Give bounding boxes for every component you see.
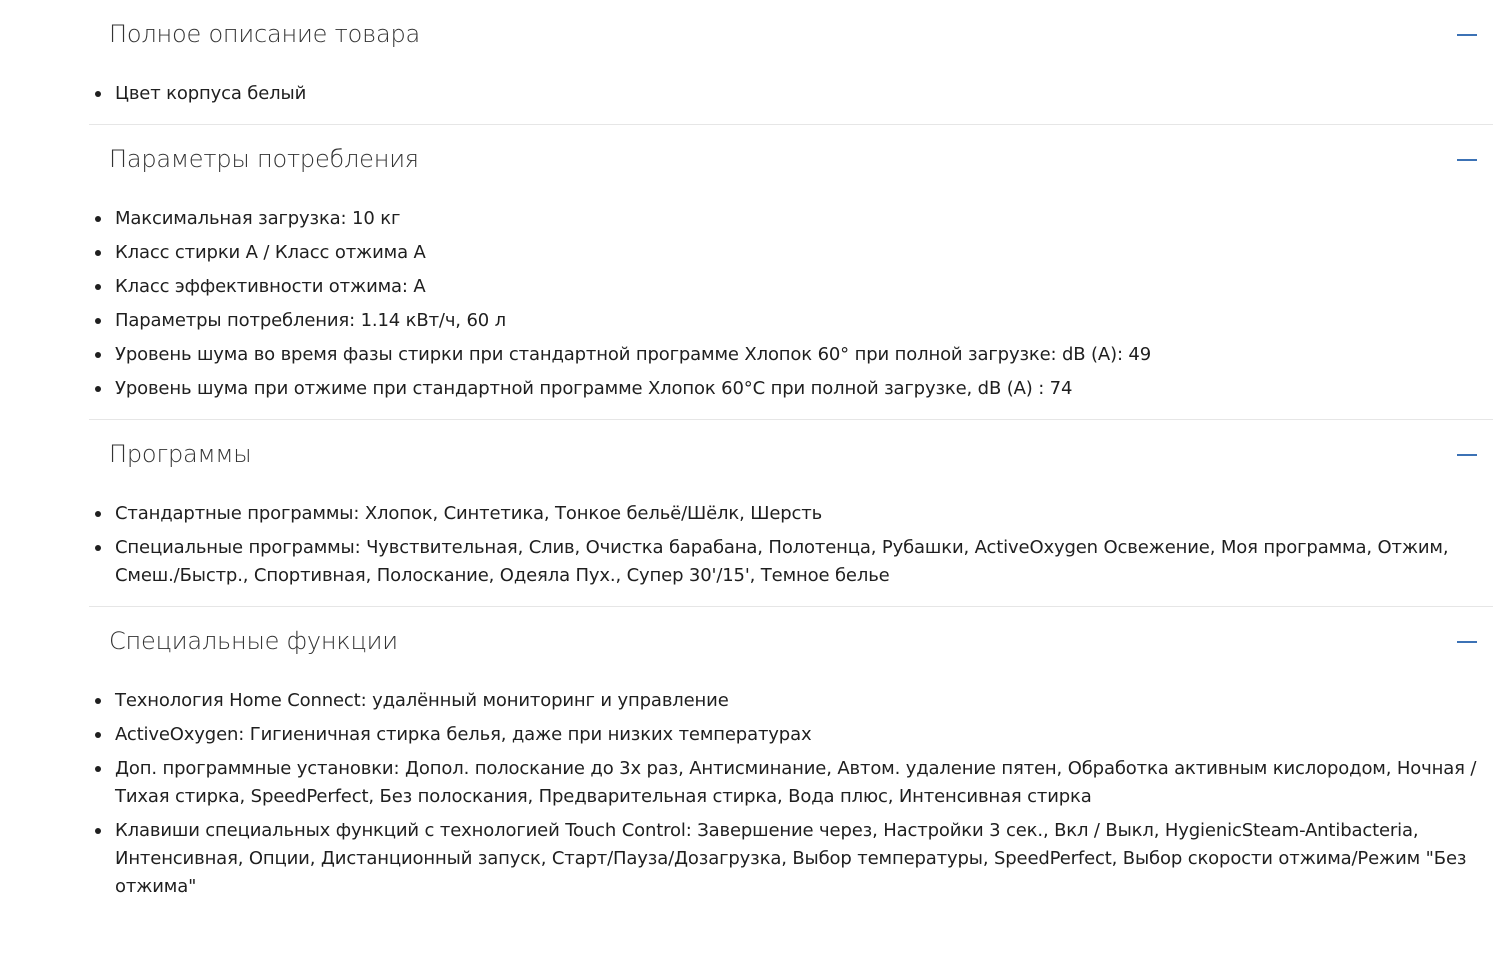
section-special-functions [89, 607, 1493, 917]
section-title: Специальные функции [109, 627, 398, 655]
section-list [89, 486, 1493, 606]
list-item-text: Класс стирки A / Класс отжима A [115, 242, 426, 263]
section-list [89, 191, 1493, 419]
section-header-consumption[interactable] [89, 125, 1493, 191]
bullet-icon [95, 91, 101, 97]
bullet-icon [95, 766, 101, 772]
list-item [89, 755, 1493, 811]
list-item [89, 687, 1493, 715]
bullet-icon [95, 318, 101, 324]
bullet-icon [95, 545, 101, 551]
section-title: Параметры потребления [109, 145, 419, 173]
section-programs [89, 420, 1493, 607]
section-list [89, 66, 1493, 124]
list-item-text: Уровень шума во время фазы стирки при стандартной программе Хлопок 60° при полной загрузке: dB (A): 49 [115, 344, 1152, 365]
list-item [89, 205, 1493, 233]
section-title: Полное описание товара [109, 20, 420, 48]
bullet-icon [95, 352, 101, 358]
section-consumption [89, 125, 1493, 420]
list-item [89, 534, 1493, 590]
list-item-text: Максимальная загрузка: 10 кг [115, 208, 401, 229]
minus-icon[interactable] [1457, 34, 1477, 36]
bullet-icon [95, 386, 101, 392]
bullet-icon [95, 511, 101, 517]
bullet-icon [95, 216, 101, 222]
bullet-icon [95, 732, 101, 738]
bullet-icon [95, 250, 101, 256]
list-item-text: Специальные программы: Чувствительная, Слив, Очистка барабана, Полотенца, Рубашки, ActiveOxygen Освежение, Моя программа, Отжим, Смеш./Быстр., Спортивная, Полоскание, Одеяла Пух., Супер 30'/15', Темное белье [115, 537, 1449, 586]
list-item-text: Класс эффективности отжима: A [115, 276, 426, 297]
minus-icon[interactable] [1457, 159, 1477, 161]
list-item [89, 375, 1493, 403]
list-item [89, 239, 1493, 267]
list-item [89, 500, 1493, 528]
bullet-icon [95, 284, 101, 290]
list-item [89, 307, 1493, 335]
list-item-text: Параметры потребления: 1.14 кВт/ч, 60 л [115, 310, 506, 331]
section-header-special-functions[interactable] [89, 607, 1493, 673]
section-list [89, 673, 1493, 917]
list-item [89, 721, 1493, 749]
list-item-text: ActiveOxygen: Гигиеничная стирка белья, даже при низких температурах [115, 724, 812, 745]
product-details-accordion [89, 0, 1493, 917]
list-item [89, 273, 1493, 301]
section-header-full-description[interactable] [89, 0, 1493, 66]
list-item [89, 817, 1493, 901]
minus-icon[interactable] [1457, 454, 1477, 456]
list-item [89, 80, 1493, 108]
list-item-text: Стандартные программы: Хлопок, Синтетика, Тонкое бельё/Шёлк, Шерсть [115, 503, 823, 524]
list-item-text: Клавиши специальных функций с технологией Touch Control: Завершение через, Настройки 3 сек., Вкл / Выкл, HygienicSteam-Antibacteria, Интенсивная, Опции, Дистанционный запуск, Старт/Пауза/Дозагрузка, Выбор температуры, SpeedPerfect, Выбор скорости отжима/Режим "Без отжима" [115, 820, 1467, 897]
section-header-programs[interactable] [89, 420, 1493, 486]
section-full-description [89, 0, 1493, 125]
list-item [89, 341, 1493, 369]
bullet-icon [95, 698, 101, 704]
bullet-icon [95, 828, 101, 834]
list-item-text: Уровень шума при отжиме при стандартной программе Хлопок 60°C при полной загрузке, dB (A) : 74 [115, 378, 1073, 399]
list-item-text: Технология Home Connect: удалённый мониторинг и управление [115, 690, 729, 711]
minus-icon[interactable] [1457, 641, 1477, 643]
list-item-text: Цвет корпуса белый [115, 83, 307, 104]
list-item-text: Доп. программные установки: Допол. полоскание до 3х раз, Антисминание, Автом. удаление пятен, Обработка активным кислородом, Ночная / Тихая стирка, SpeedPerfect, Без полоскания, Предварительная стирка, Вода плюс, Интенсивная стирка [115, 758, 1477, 807]
section-title: Программы [109, 440, 252, 468]
